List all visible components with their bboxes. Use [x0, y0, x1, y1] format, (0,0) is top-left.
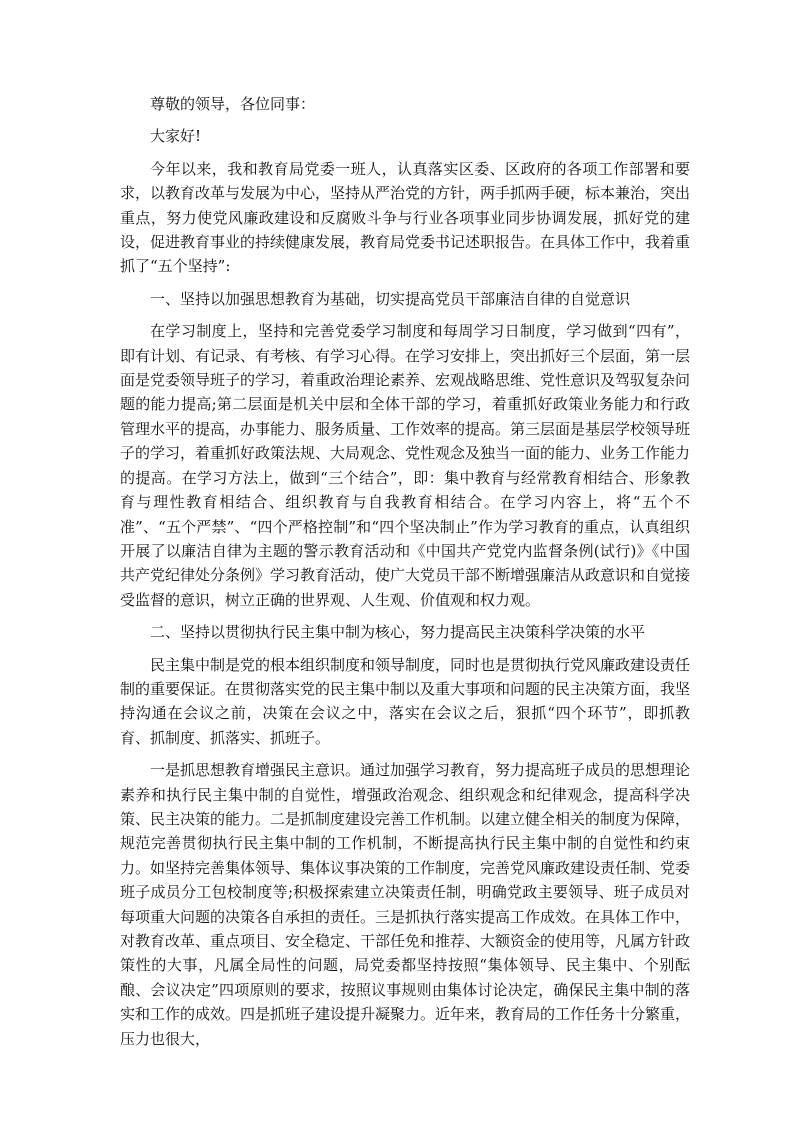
body-paragraph-democratic-centralism: 民主集中制是党的根本组织制度和领导制度，同时也是贯彻执行党风廉政建设责任制的重要保证。在贯彻落实党的民主集中制以及重大事项和问题的民主决策方面，我坚持沟通在会议之前，决策在会议之中，落实在会议之后，狠抓“四个环节”，即抓教育、抓制度、抓落实、抓班子。	[120, 655, 691, 747]
body-paragraph-four-links: 一是抓思想教育增强民主意识。通过加强学习教育，努力提高班子成员的思想理论素养和执行民主集中制的自觉性，增强政治观念、组织观念和纪律观念，提高科学决策、民主决策的能力。二是抓制度建设完善工作机制。以建立健全相关的制度为保障，规范完善贯彻执行民主集中制的工作机制，不断提高执行民主集中制的自觉性和约束力。如坚持完善集体领导、集体议事决策的工作制度，完善党风廉政建设责任制、党委班子成员分工包校制度等;积极探索建立决策责任制，明确党政主要领导、班子成员对每项重大问题的决策各自承担的责任。三是抓执行落实提高工作成效。在具体工作中，对教育改革、重点项目、安全稳定、干部任免和推荐、大额资金的使用等，凡属方针政策性的大事，凡属全局性的问题，局党委都坚持按照“集体领导、民主集中、个别酝酿、会议决定”四项原则的要求，按照议事规则由集体讨论决定，确保民主集中制的落实和工作的成效。四是抓班子建设提升凝聚力。近年来，教育局的工作任务十分繁重，压力也很大，	[120, 761, 691, 1048]
intro-paragraph: 今年以来，我和教育局党委一班人，认真落实区委、区政府的各项工作部署和要求，以教育改革与发展为中心，坚持从严治党的方针，两手抓两手硬，标本兼治，突出重点，努力使党风廉政建设和反腐败斗争与行业各项事业同步协调发展，抓好党的建设，促进教育事业的持续健康发展，教育局党委书记述职报告。在具体工作中，我着重抓了“五个坚持”:	[120, 159, 691, 276]
salutation: 尊敬的领导，各位同事：	[150, 95, 316, 113]
body-paragraph-study: 在学习制度上，坚持和完善党委学习制度和每周学习日制度，学习做到“四有”，即有计划、有记录、有考核、有学习心得。在学习安排上，突出抓好三个层面，第一层面是党委领导班子的学习，着重政治理论素养、宏观战略思维、党性意识及驾驭复杂问题的能力提高;第二层面是机关中层和全体干部的学习，着重抓好政策业务能力和行政管理水平的提高，办事能力、服务质量、工作效率的提高。第三层面是基层学校领导班子的学习，着重抓好政策法规、大局观念、党性观念及独当一面的能力、业务工作能力的提高。在学习方法上，做到“三个结合”，即：集中教育与经常教育相结合、形象教育与理性教育相结合、组织教育与自我教育相结合。在学习内容上，将“五个不准”、“五个严禁”、“四个严格控制”和“四个坚决制止”作为学习教育的重点，认真组织开展了以廉洁自律为主题的警示教育活动和《中国共产党党内监督条例(试行)》《中国共产党纪律处分条例》学习教育活动，使广大党员干部不断增强廉洁从政意识和自觉接受监督的意识，树立正确的世界观、人生观、价值观和权力观。	[120, 322, 691, 609]
section-heading-2: 二、坚持以贯彻执行民主集中制为核心，努力提高民主决策科学决策的水平	[150, 623, 646, 642]
document-page	[120, 92, 690, 1059]
section-heading-1: 一、坚持以加强思想教育为基础，切实提高党员干部廉洁自律的自觉意识	[150, 289, 631, 308]
greeting: 大家好!	[150, 127, 202, 146]
